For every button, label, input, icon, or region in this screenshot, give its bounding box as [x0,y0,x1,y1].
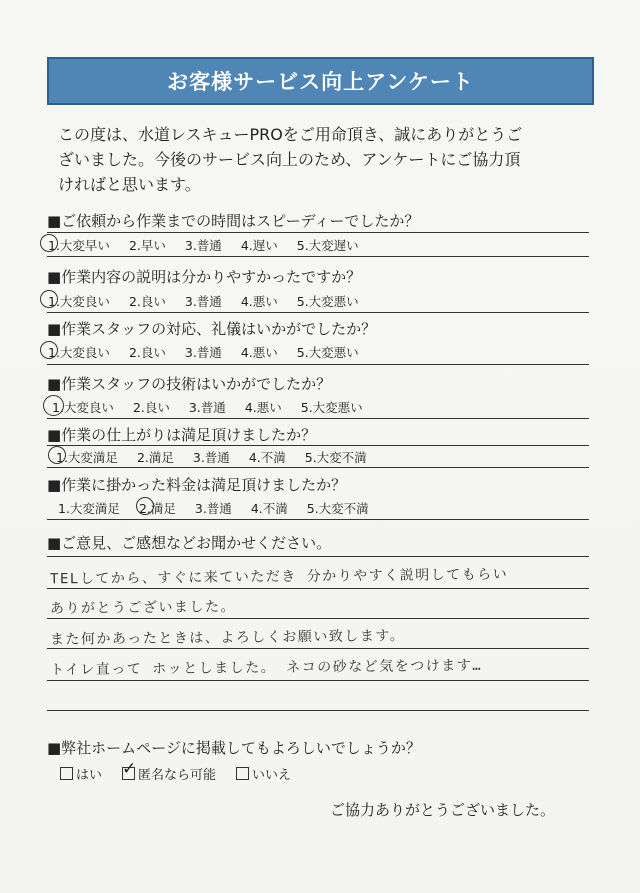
comment-rule [47,710,589,711]
comment-rule [47,588,589,589]
publish-options [60,759,311,783]
answer-circle [40,341,58,359]
option-5[interactable]: 5.大変不満 [306,501,369,516]
question-1-text: ■ご依頼から作業までの時間はスピーディーでしたか？ [47,212,420,230]
publish-option-anonymous[interactable] [122,759,217,783]
option-1[interactable]: 1.大変満足 [56,450,118,465]
intro-line: ければと思います。 [58,175,201,194]
question-5-options [56,448,386,466]
closing-message: ご協力ありがとうございました。 [330,801,556,819]
option-3[interactable]: 3.普通 [184,294,222,309]
divider [47,418,589,419]
question-1-options [48,236,378,254]
intro-line: この度は、水道レスキューPROをご用命頂き、誠にありがとうご [58,125,523,144]
question-4-text: ■作業スタッフの技術はいかがでしたか？ [47,375,332,393]
option-3[interactable]: 3.普通 [192,450,230,465]
checkbox-checked[interactable] [122,759,137,780]
option-label: いいえ [252,768,292,783]
question-2-text: ■作業内容の説明は分かりやすかったですか？ [47,268,362,286]
divider [47,312,589,313]
comment-rule [47,618,589,619]
option-4[interactable]: 4.遅い [240,238,278,253]
option-2[interactable]: 2.満足 [136,450,174,465]
option-5[interactable]: 5.大変不満 [304,450,367,465]
option-4[interactable]: 4.不満 [250,501,288,516]
option-2[interactable]: 2.満足 [138,501,176,516]
comment-line: TELしてから、すぐに来ていただき 分かりやすく説明してもらい [49,566,509,588]
question-4-options [52,398,382,416]
option-2[interactable]: 2.早い [128,238,166,253]
answer-circle [43,395,64,416]
comment-rule [47,680,589,681]
divider [47,445,589,446]
option-label: 匿名なら可能 [138,768,217,783]
answer-circle [40,234,58,252]
question-3-text: ■作業スタッフの対応、礼儀はいかがでしたか？ [47,320,377,338]
option-1[interactable]: 1.大変良い [48,345,110,360]
option-4[interactable]: 4.悪い [240,294,278,309]
answer-circle [136,497,154,515]
checkbox[interactable] [60,767,73,780]
option-1[interactable]: 1.大変満足 [58,501,120,516]
option-3[interactable]: 3.普通 [194,501,232,516]
option-2[interactable]: 2.良い [132,400,170,415]
question-5-text: ■作業の仕上がりは満足頂けましたか？ [47,426,317,444]
question-3-options [48,343,378,361]
divider [47,232,589,233]
publish-option-yes[interactable] [60,764,102,783]
divider [47,519,589,520]
divider [47,556,589,557]
question-2-options [48,292,378,310]
question-6-options [58,499,388,517]
checkbox[interactable] [236,767,249,780]
option-2[interactable]: 2.良い [128,294,166,309]
comment-line: ありがとうございました。 [49,599,237,617]
option-5[interactable]: 5.大変遅い [296,238,359,253]
intro-paragraph [58,122,598,197]
comments-heading: ■ご意見、ご感想などお聞かせください。 [47,534,332,552]
option-1[interactable]: 1.大変良い [48,294,110,309]
question-6-text: ■作業に掛かった料金は満足頂けましたか？ [47,476,347,494]
publish-question: ■弊社ホームページに掲載してもよろしいでしょうか？ [47,739,421,757]
option-label: はい [76,768,103,783]
option-4[interactable]: 4.悪い [240,345,278,360]
title-banner [47,57,594,105]
comment-line: トイレ直って ホッとしました。 ネコの砂など気をつけます… [49,657,483,679]
comment-line: また何かあったときは、よろしくお願い致します。 [49,628,406,648]
divider [47,256,589,257]
publish-option-no[interactable] [236,764,291,783]
divider [47,467,589,468]
intro-line: ざいました。今後のサービス向上のため、アンケートにご協力頂 [58,150,521,169]
option-3[interactable]: 3.普通 [184,345,222,360]
option-1[interactable]: 1.大変良い [52,400,114,415]
option-4[interactable]: 4.悪い [244,400,282,415]
comment-rule [47,648,589,649]
option-1[interactable]: 1.大変早い [48,238,110,253]
option-5[interactable]: 5.大変悪い [296,345,359,360]
survey-title: お客様サービス向上アンケート [167,70,474,94]
checkmark-icon: ✓ [122,759,137,779]
answer-circle [40,290,58,308]
option-2[interactable]: 2.良い [128,345,166,360]
option-3[interactable]: 3.普通 [188,400,226,415]
option-3[interactable]: 3.普通 [184,238,222,253]
divider [47,364,589,365]
option-5[interactable]: 5.大変悪い [296,294,359,309]
option-5[interactable]: 5.大変悪い [300,400,363,415]
option-4[interactable]: 4.不満 [248,450,286,465]
answer-circle [48,446,66,464]
